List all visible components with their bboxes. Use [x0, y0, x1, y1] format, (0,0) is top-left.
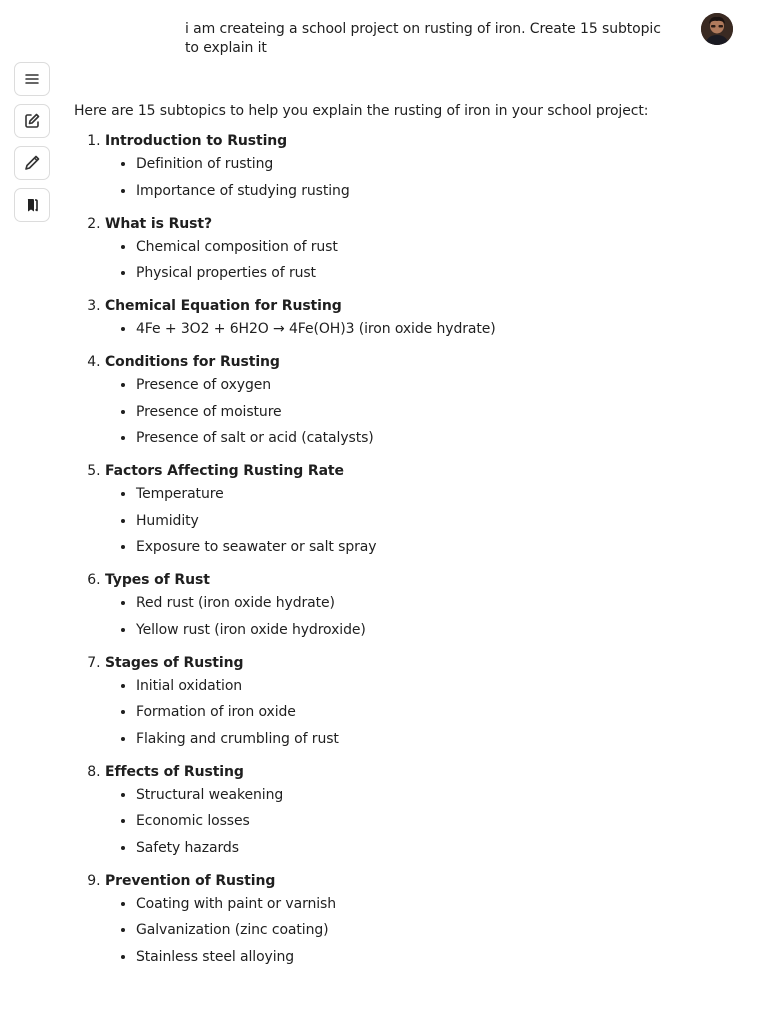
- subtopic-points: [105, 785, 734, 858]
- subtopic-point: • Chemical composition of rust: [136, 237, 734, 257]
- subtopic-title: Introduction to Rusting: [105, 133, 288, 149]
- subtopic-point: • Exposure to seawater or salt spray: [136, 537, 734, 557]
- subtopic-item: [105, 763, 734, 858]
- library-button[interactable]: [14, 188, 50, 222]
- subtopic-point: • Humidity: [136, 511, 734, 531]
- subtopic-point: • Structural weakening: [136, 785, 734, 805]
- subtopic-point: • Formation of iron oxide: [136, 702, 734, 722]
- subtopic-point: • Initial oxidation: [136, 676, 734, 696]
- subtopic-point: • Economic losses: [136, 811, 734, 831]
- subtopic-point: • Presence of oxygen: [136, 375, 734, 395]
- subtopic-points: [105, 375, 734, 448]
- pencil-icon: [23, 154, 41, 172]
- answer-intro: Here are 15 subtopics to help you explain the rusting of iron in your school project:: [74, 103, 649, 119]
- subtopic-point: • Galvanization (zinc coating): [136, 920, 734, 940]
- subtopic-item: [105, 872, 734, 967]
- subtopic-list: [74, 132, 734, 967]
- new-chat-button[interactable]: [14, 104, 50, 138]
- subtopic-point: • Red rust (iron oxide hydrate): [136, 593, 734, 613]
- subtopic-points: [105, 484, 734, 557]
- assistant-answer: [74, 101, 734, 981]
- subtopic-points: [105, 894, 734, 967]
- subtopic-point: • Physical properties of rust: [136, 263, 734, 283]
- user-message: i am createing a school project on rusting of iron. Create 15 subtopic to explain it: [185, 21, 661, 56]
- subtopic-point: • Yellow rust (iron oxide hydroxide): [136, 620, 734, 640]
- subtopic-title: What is Rust?: [105, 215, 213, 232]
- new-chat-icon: [23, 112, 41, 130]
- subtopic-item: [105, 571, 734, 640]
- subtopic-points: [105, 593, 734, 640]
- avatar-image: [701, 13, 733, 45]
- subtopic-point: • Presence of moisture: [136, 402, 734, 422]
- subtopic-title: Effects of Rusting: [105, 763, 244, 780]
- subtopic-title: Conditions for Rusting: [105, 354, 280, 370]
- subtopic-point: • Safety hazards: [136, 838, 734, 858]
- subtopic-point: • Stainless steel alloying: [136, 947, 734, 967]
- user-avatar[interactable]: [701, 13, 733, 45]
- edit-button[interactable]: [14, 146, 50, 180]
- subtopic-item: [105, 215, 734, 284]
- subtopic-point: • Definition of rusting: [136, 154, 734, 174]
- menu-icon: [23, 70, 41, 88]
- subtopic-item: [105, 353, 734, 448]
- subtopic-title: Factors Affecting Rusting Rate: [105, 463, 344, 479]
- subtopic-title: Types of Rust: [105, 572, 210, 588]
- subtopic-item: [105, 462, 734, 557]
- menu-button[interactable]: [14, 62, 50, 96]
- subtopic-point: • 4Fe + 3O2 + 6H2O → 4Fe(OH)3 (iron oxide hydrate): [136, 319, 734, 339]
- subtopic-title: Chemical Equation for Rusting: [105, 298, 342, 314]
- subtopic-points: [105, 676, 734, 749]
- subtopic-point: • Coating with paint or varnish: [136, 894, 734, 914]
- subtopic-title: Stages of Rusting: [105, 654, 244, 671]
- subtopic-point: • Presence of salt or acid (catalysts): [136, 428, 734, 448]
- library-icon: [23, 196, 41, 214]
- subtopic-point: • Flaking and crumbling of rust: [136, 729, 734, 749]
- subtopic-item: [105, 297, 734, 339]
- subtopic-point: • Importance of studying rusting: [136, 181, 734, 201]
- subtopic-points: [105, 154, 734, 201]
- side-toolbar: [14, 62, 50, 230]
- subtopic-item: [105, 654, 734, 749]
- subtopic-point: • Temperature: [136, 484, 734, 504]
- subtopic-item: [105, 132, 734, 201]
- subtopic-title: Prevention of Rusting: [105, 872, 276, 889]
- subtopic-points: [105, 237, 734, 284]
- subtopic-points: [105, 319, 734, 339]
